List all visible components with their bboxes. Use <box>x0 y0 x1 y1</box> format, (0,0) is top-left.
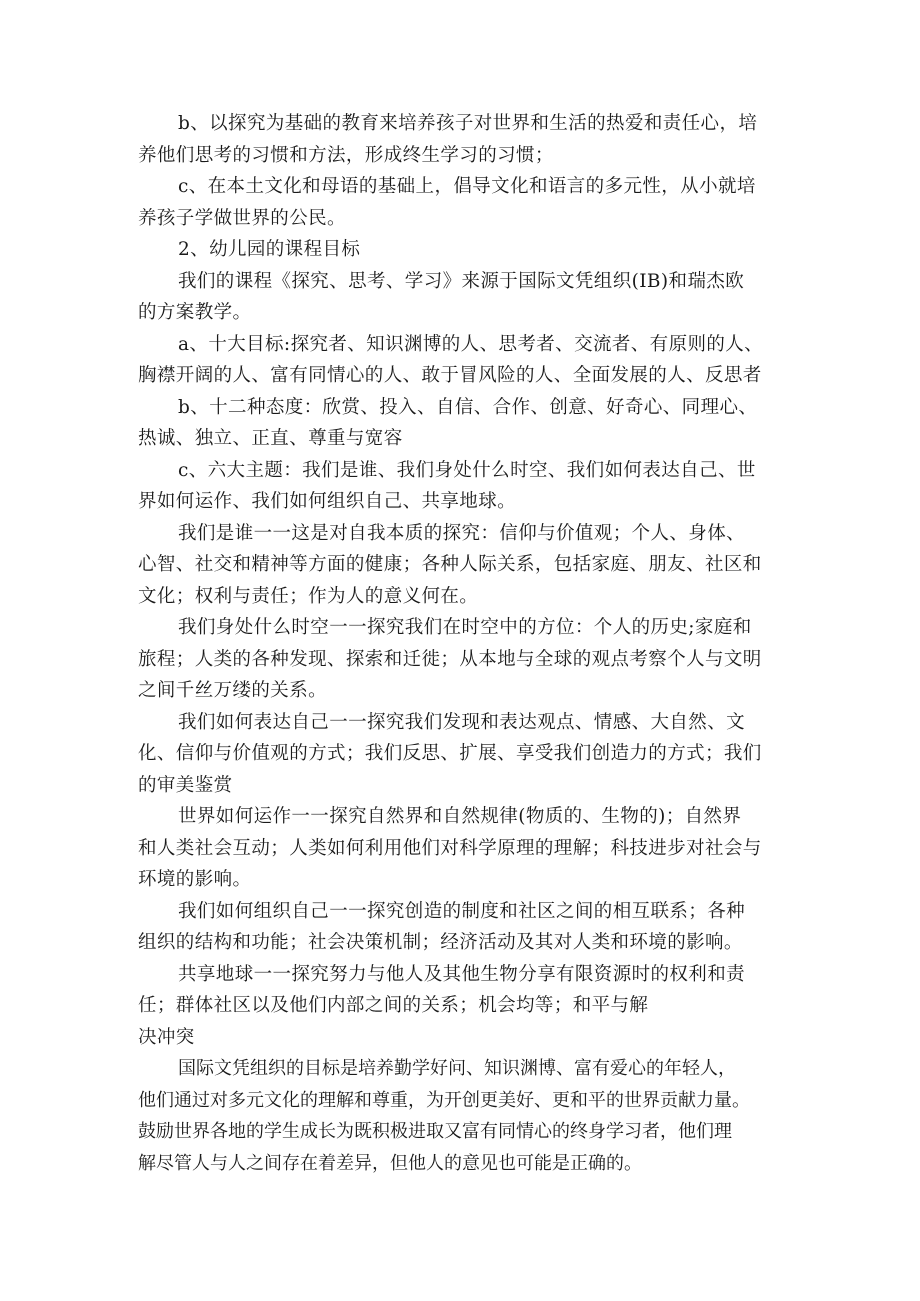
text-line: 2、幼儿园的课程目标 <box>178 239 361 260</box>
text-line: a、十大目标:探究者、知识渊博的人、思考者、交流者、有原则的人、 <box>178 333 764 355</box>
text-line: 我们是谁一一这是对自我本质的探究：信仰与价值观；个人、身体、 <box>178 522 746 544</box>
text-line: 鼓励世界各地的学生成长为既积极进取又富有同情心的终身学习者，他们理 <box>138 1121 732 1142</box>
paragraph <box>138 707 793 802</box>
text-line: 共享地球一一探究努力与他人及其他生物分享有限资源时的权利和责 <box>178 963 746 985</box>
paragraph <box>138 959 793 1054</box>
text-line: 胸襟开阔的人、富有同情心的人、敢于冒风险的人、全面发展的人、反思者 <box>138 365 762 386</box>
paragraph <box>138 518 793 613</box>
text-line: 界如何运作、我们如何组织自己、共享地球。 <box>138 491 517 512</box>
text-line: 他们通过对多元文化的理解和尊重，为开创更美好、更和平的世界贡献力量。 <box>138 1089 750 1111</box>
text-line: 和人类社会互动；人类如何利用他们对科学原理的理解；科技进步对社会与 <box>138 837 762 859</box>
text-line: 心智、社交和精神等方面的健康；各种人际关系，包括家庭、朋友、社区和 <box>138 554 762 575</box>
text-line: c、在本土文化和母语的基础上，倡导文化和语言的多元性，从小就培 <box>178 176 756 197</box>
text-line: 之间千丝万缕的关系。 <box>138 680 328 701</box>
text-line: 我们的课程《探究、思考、学习》来源于国际文凭组织(IB)和瑞杰欧 <box>178 270 745 292</box>
text-line: 的方案教学。 <box>138 302 252 323</box>
text-line: 国际文凭组织的目标是培养勤学好问、知识渊博、富有爱心的年轻人， <box>178 1058 736 1079</box>
paragraph <box>138 455 793 518</box>
text-line: 环境的影响。 <box>138 869 252 890</box>
paragraph <box>138 1053 793 1179</box>
paragraph <box>138 266 793 329</box>
text-line: 热诚、独立、正直、尊重与宽容 <box>138 428 403 449</box>
paragraph <box>138 896 793 959</box>
document-body <box>138 108 793 1179</box>
text-line: 养孩子学做世界的公民。 <box>138 207 346 229</box>
paragraph <box>138 171 793 234</box>
text-line: 文化；权利与责任；作为人的意义何在。 <box>138 585 479 607</box>
text-line: b、十二种态度：欣赏、投入、自信、合作、创意、好奇心、同理心、 <box>178 396 758 418</box>
text-line: 世界如何运作一一探究自然界和自然规律(物质的、生物的)；自然界 <box>178 806 742 827</box>
text-line: 养他们思考的习惯和方法，形成终生学习的习惯； <box>138 144 554 166</box>
paragraph <box>138 329 793 392</box>
paragraph <box>138 392 793 455</box>
text-line: 我们如何组织自己一一探究创造的制度和社区之间的相互联系；各种 <box>178 900 746 922</box>
text-line: 解尽管人与人之间存在着差异，但他人的意见也可能是正确的。 <box>138 1152 642 1174</box>
text-line: b、以探究为基础的教育来培养孩子对世界和生活的热爱和责任心，培 <box>178 113 758 134</box>
document-page <box>138 108 793 1179</box>
paragraph <box>138 108 793 171</box>
text-line: 化、信仰与价值观的方式；我们反思、扩展、享受我们创造力的方式；我们 <box>138 743 762 764</box>
text-line: 旅程；人类的各种发现、探索和迁徙；从本地与全球的观点考察个人与文明 <box>138 648 762 670</box>
text-line: 我们身处什么时空一一探究我们在时空中的方位：个人的历史;家庭和 <box>178 617 752 638</box>
text-line: 我们如何表达自己一一探究我们发现和表达观点、情感、大自然、文 <box>178 711 746 733</box>
text-line: c、六大主题：我们是谁、我们身处什么时空、我们如何表达自己、世 <box>178 459 756 481</box>
text-line: 决冲突 <box>138 1026 195 1048</box>
paragraph <box>138 801 793 896</box>
paragraph <box>138 612 793 707</box>
text-line: 的审美鉴赏 <box>138 774 233 796</box>
text-line: 任；群体社区以及他们内部之间的关系；机会均等；和平与解 <box>138 995 649 1016</box>
text-line: 组织的结构和功能；社会决策机制；经济活动及其对人类和环境的影响。 <box>138 932 743 953</box>
paragraph <box>138 234 793 266</box>
